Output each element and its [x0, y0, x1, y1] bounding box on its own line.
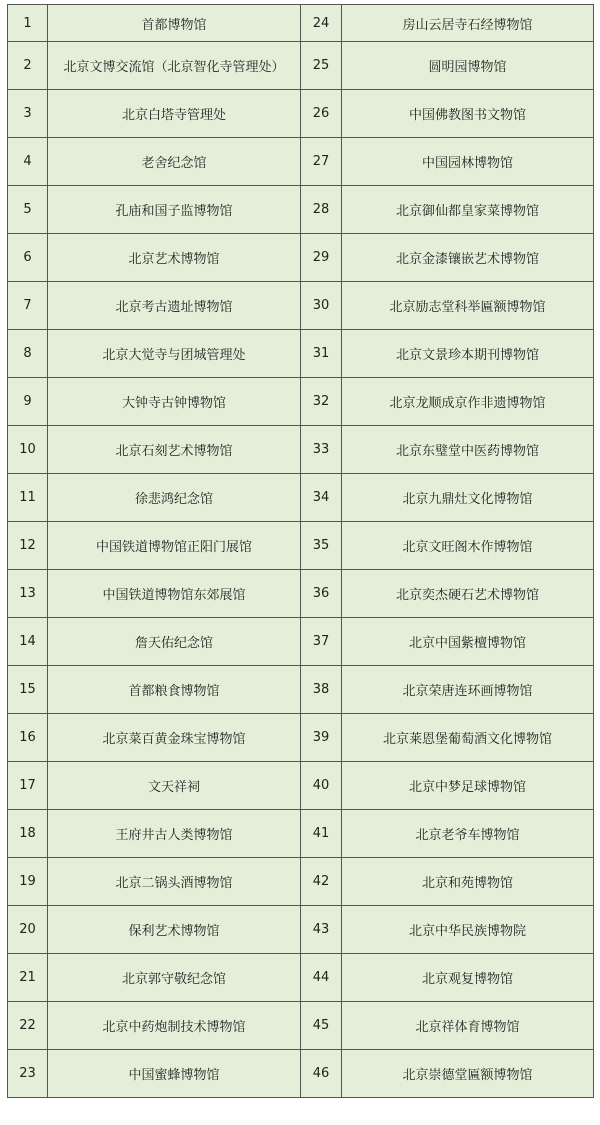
- row-number-left: 3: [8, 90, 48, 138]
- row-number-right: 43: [301, 906, 342, 954]
- row-number-left: 19: [8, 858, 48, 906]
- museum-name-left: 北京考古遗址博物馆: [48, 282, 301, 330]
- museum-name-left: 王府井古人类博物馆: [48, 810, 301, 858]
- table-row: [8, 1050, 594, 1098]
- museum-name-left: 北京菜百黄金珠宝博物馆: [48, 714, 301, 762]
- row-number-right: 41: [301, 810, 342, 858]
- table-row: [8, 474, 594, 522]
- museum-name-left: 徐悲鸿纪念馆: [48, 474, 301, 522]
- museum-name-left: 詹天佑纪念馆: [48, 618, 301, 666]
- row-number-left: 20: [8, 906, 48, 954]
- museum-name-right: 北京祥体育博物馆: [342, 1002, 594, 1050]
- table-row: [8, 570, 594, 618]
- row-number-right: 46: [301, 1050, 342, 1098]
- museum-name-right: 北京中国紫檀博物馆: [342, 618, 594, 666]
- row-number-right: 38: [301, 666, 342, 714]
- table-row: [8, 330, 594, 378]
- museum-name-right: 房山云居寺石经博物馆: [342, 5, 594, 42]
- table-row: [8, 378, 594, 426]
- table-row: [8, 138, 594, 186]
- row-number-right: 36: [301, 570, 342, 618]
- row-number-right: 33: [301, 426, 342, 474]
- museum-name-right: 北京金漆镶嵌艺术博物馆: [342, 234, 594, 282]
- row-number-left: 11: [8, 474, 48, 522]
- table-row: [8, 762, 594, 810]
- row-number-left: 15: [8, 666, 48, 714]
- row-number-left: 16: [8, 714, 48, 762]
- row-number-right: 26: [301, 90, 342, 138]
- museum-name-left: 北京中药炮制技术博物馆: [48, 1002, 301, 1050]
- table-row: [8, 858, 594, 906]
- row-number-right: 37: [301, 618, 342, 666]
- table-row: [8, 5, 594, 42]
- museum-name-right: 北京老爷车博物馆: [342, 810, 594, 858]
- museum-name-left: 文天祥祠: [48, 762, 301, 810]
- row-number-left: 4: [8, 138, 48, 186]
- museum-name-left: 北京文博交流馆（北京智化寺管理处）: [48, 42, 301, 90]
- row-number-right: 28: [301, 186, 342, 234]
- table-row: [8, 234, 594, 282]
- museum-name-right: 北京文旺阁木作博物馆: [342, 522, 594, 570]
- table-row: [8, 666, 594, 714]
- museum-name-right: 中国佛教图书文物馆: [342, 90, 594, 138]
- row-number-right: 27: [301, 138, 342, 186]
- museum-name-left: 孔庙和国子监博物馆: [48, 186, 301, 234]
- table-row: [8, 954, 594, 1002]
- museum-name-right: 圆明园博物馆: [342, 42, 594, 90]
- row-number-right: 29: [301, 234, 342, 282]
- museum-name-left: 北京大觉寺与团城管理处: [48, 330, 301, 378]
- table-row: [8, 1002, 594, 1050]
- museum-name-right: 北京龙顺成京作非遗博物馆: [342, 378, 594, 426]
- row-number-left: 8: [8, 330, 48, 378]
- museum-name-left: 北京二锅头酒博物馆: [48, 858, 301, 906]
- row-number-right: 44: [301, 954, 342, 1002]
- museum-name-left: 中国铁道博物馆东郊展馆: [48, 570, 301, 618]
- row-number-right: 25: [301, 42, 342, 90]
- row-number-right: 45: [301, 1002, 342, 1050]
- museum-name-left: 中国铁道博物馆正阳门展馆: [48, 522, 301, 570]
- row-number-right: 39: [301, 714, 342, 762]
- row-number-right: 31: [301, 330, 342, 378]
- row-number-right: 32: [301, 378, 342, 426]
- museum-name-right: 北京中华民族博物院: [342, 906, 594, 954]
- table-row: [8, 282, 594, 330]
- museum-name-right: 北京九鼎灶文化博物馆: [342, 474, 594, 522]
- museum-name-right: 北京崇德堂匾额博物馆: [342, 1050, 594, 1098]
- table-row: [8, 618, 594, 666]
- museum-list-table: [7, 4, 594, 1098]
- museum-name-left: 北京石刻艺术博物馆: [48, 426, 301, 474]
- table-row: [8, 810, 594, 858]
- table-row: [8, 906, 594, 954]
- row-number-left: 17: [8, 762, 48, 810]
- museum-name-right: 北京荣唐连环画博物馆: [342, 666, 594, 714]
- museum-name-left: 首都粮食博物馆: [48, 666, 301, 714]
- row-number-left: 18: [8, 810, 48, 858]
- museum-name-left: 中国蜜蜂博物馆: [48, 1050, 301, 1098]
- row-number-left: 5: [8, 186, 48, 234]
- museum-name-right: 北京奕杰硬石艺术博物馆: [342, 570, 594, 618]
- row-number-left: 14: [8, 618, 48, 666]
- museum-name-left: 保利艺术博物馆: [48, 906, 301, 954]
- museum-name-left: 北京白塔寺管理处: [48, 90, 301, 138]
- row-number-left: 2: [8, 42, 48, 90]
- museum-name-left: 北京郭守敬纪念馆: [48, 954, 301, 1002]
- museum-name-right: 北京励志堂科举匾额博物馆: [342, 282, 594, 330]
- row-number-right: 35: [301, 522, 342, 570]
- museum-list-body: [8, 5, 594, 1098]
- row-number-left: 23: [8, 1050, 48, 1098]
- row-number-left: 12: [8, 522, 48, 570]
- museum-name-right: 北京文景珍本期刊博物馆: [342, 330, 594, 378]
- row-number-left: 22: [8, 1002, 48, 1050]
- row-number-left: 6: [8, 234, 48, 282]
- row-number-right: 30: [301, 282, 342, 330]
- row-number-right: 34: [301, 474, 342, 522]
- museum-name-left: 首都博物馆: [48, 5, 301, 42]
- row-number-right: 40: [301, 762, 342, 810]
- museum-name-right: 北京中梦足球博物馆: [342, 762, 594, 810]
- museum-name-left: 北京艺术博物馆: [48, 234, 301, 282]
- row-number-right: 42: [301, 858, 342, 906]
- museum-name-right: 北京东璧堂中医药博物馆: [342, 426, 594, 474]
- row-number-left: 7: [8, 282, 48, 330]
- row-number-left: 9: [8, 378, 48, 426]
- table-row: [8, 714, 594, 762]
- table-row: [8, 42, 594, 90]
- row-number-left: 13: [8, 570, 48, 618]
- row-number-left: 10: [8, 426, 48, 474]
- museum-name-right: 北京御仙都皇家菜博物馆: [342, 186, 594, 234]
- museum-name-right: 北京莱恩堡葡萄酒文化博物馆: [342, 714, 594, 762]
- row-number-right: 24: [301, 5, 342, 42]
- museum-name-right: 北京和苑博物馆: [342, 858, 594, 906]
- table-row: [8, 426, 594, 474]
- museum-name-left: 大钟寺古钟博物馆: [48, 378, 301, 426]
- table-row: [8, 186, 594, 234]
- row-number-left: 21: [8, 954, 48, 1002]
- table-row: [8, 522, 594, 570]
- museum-name-left: 老舍纪念馆: [48, 138, 301, 186]
- table-row: [8, 90, 594, 138]
- museum-name-right: 中国园林博物馆: [342, 138, 594, 186]
- row-number-left: 1: [8, 5, 48, 42]
- museum-name-right: 北京观复博物馆: [342, 954, 594, 1002]
